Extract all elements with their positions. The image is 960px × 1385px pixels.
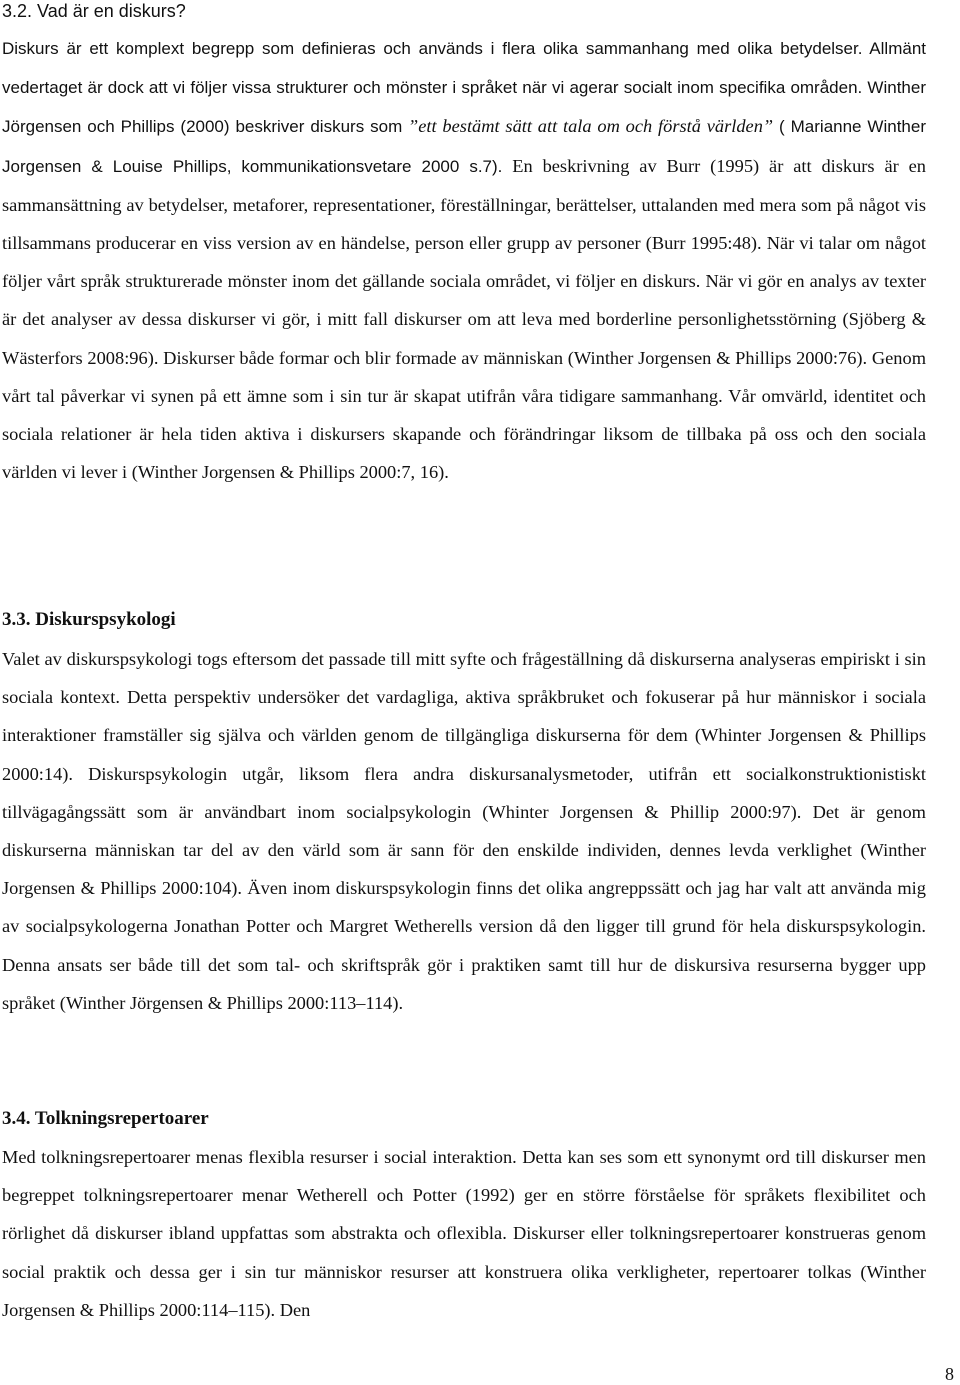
paragraph-text-a: Diskurs är ett komplext begrepp som definieras och används i flera olika sammanhang med olika betydelser. Allmänt vedertaget är dock att vi följer vissa strukturer och mönster i språket när vi agerar socialt inom specifika områden. Winther Jörgensen och Phillips (2000) beskriver diskurs som bbox=[2, 39, 926, 137]
section-heading-3-4: 3.4. Tolkningsrepertoarer bbox=[2, 1108, 209, 1129]
section-heading-3-2: 3.2. Vad är en diskurs? bbox=[2, 1, 186, 21]
section-3-3-paragraph: Valet av diskurspsykologi togs eftersom det passade till mitt syfte och frågeställning då diskurserna analyseras empiriskt i sin sociala kontext. Detta perspektiv undersöker det vardagliga, aktiva språkbruket och fokuserar på hur människor i sociala interaktioner framställer sig själva och världen genom de tillgängliga diskurserna för dem (Whinter Jorgensen & Phillips 2000:14). Diskurspsykologin utgår, liksom flera andra diskursanalysmetoder, utifrån ett socialkonstruktionistiskt tillvägagångssätt som är användbart inom socialpsykologin (Whinter Jorgensen & Phillip 2000:97). Det är genom diskurserna människan tar del av den värld som är sann för den enskilde individen, dennes levda verklighet (Winther Jorgensen & Phillips 2000:104). Även inom diskurspsykologin finns det olika angreppssätt och jag har valt att använda mig av socialpsykologerna Jonathan Potter och Margret Wetherells version då den ligger till grund för hela diskurspsykologin. Denna ansats ser både till det som tal- och skriftspråk gör i praktiken samt till hur de diskursiva resurserna bygger upp språket (Winther Jörgensen & Phillips 2000:113–114). bbox=[2, 649, 926, 1013]
section-3-4-paragraph: Med tolkningsrepertoarer menas flexibla resurser i social interaktion. Detta kan ses som ett synonymt ord till diskurser men begreppet tolkningsrepertoarer menar Wetherell och Potter (1992) ger en större förståelse för språkets flexibilitet och rörlighet då diskurser ibland uppfattas som abstrakta och oflexibla. Diskurser eller tolkningsrepertoarer konstrueras genom social praktik och dessa ger i sin tur människor resurser att konstruera olika verkligheter, repertoarer tolkas (Winther Jorgensen & Phillips 2000:114–115). Den bbox=[2, 1147, 926, 1320]
page-number: 8 bbox=[945, 1364, 954, 1384]
italic-quote: ”ett bestämt sätt att tala om och förstå världen” bbox=[402, 116, 774, 137]
paragraph-text-b: ( Marianne Winther Jorgensen & Louise Phillips, kommunikationsvetare 2000 s.7). bbox=[2, 117, 926, 176]
paragraph-text-c: En beskrivning av Burr (1995) är att diskurs är en sammansättning av betydelser, metaforer, representationer, föreställningar, berättelser, uttalanden med mera som på något vis tillsammans producerar en viss version av en händelse, person eller grupp av personer (Burr 1995:48). När vi talar om något följer vårt språk strukturerade mönster inom det gällande sociala området, vi följer en diskurs. När vi gör en analys av texter är det analyser av dessa diskurser vi gör, i mitt fall diskurser om att leva med borderline personlighetsstörning (Sjöberg & Wästerfors 2008:96). Diskurser både formar och blir formade av människan (Winther Jorgensen & Phillips 2000:76). Genom vårt tal påverkar vi synen på ett ämne som i sin tur är skapat utifrån våra tidigare sammanhang. Vår omvärld, identitet och sociala relationer är hela tiden aktiva i diskursers skapande och förändringar liksom de tillbaka på oss och den sociala världen vi lever i (Winther Jorgensen & Phillips 2000:7, 16). bbox=[2, 155, 926, 483]
section-heading-3-3: 3.3. Diskurspsykologi bbox=[2, 609, 176, 630]
section-3-2-paragraph bbox=[2, 29, 926, 491]
